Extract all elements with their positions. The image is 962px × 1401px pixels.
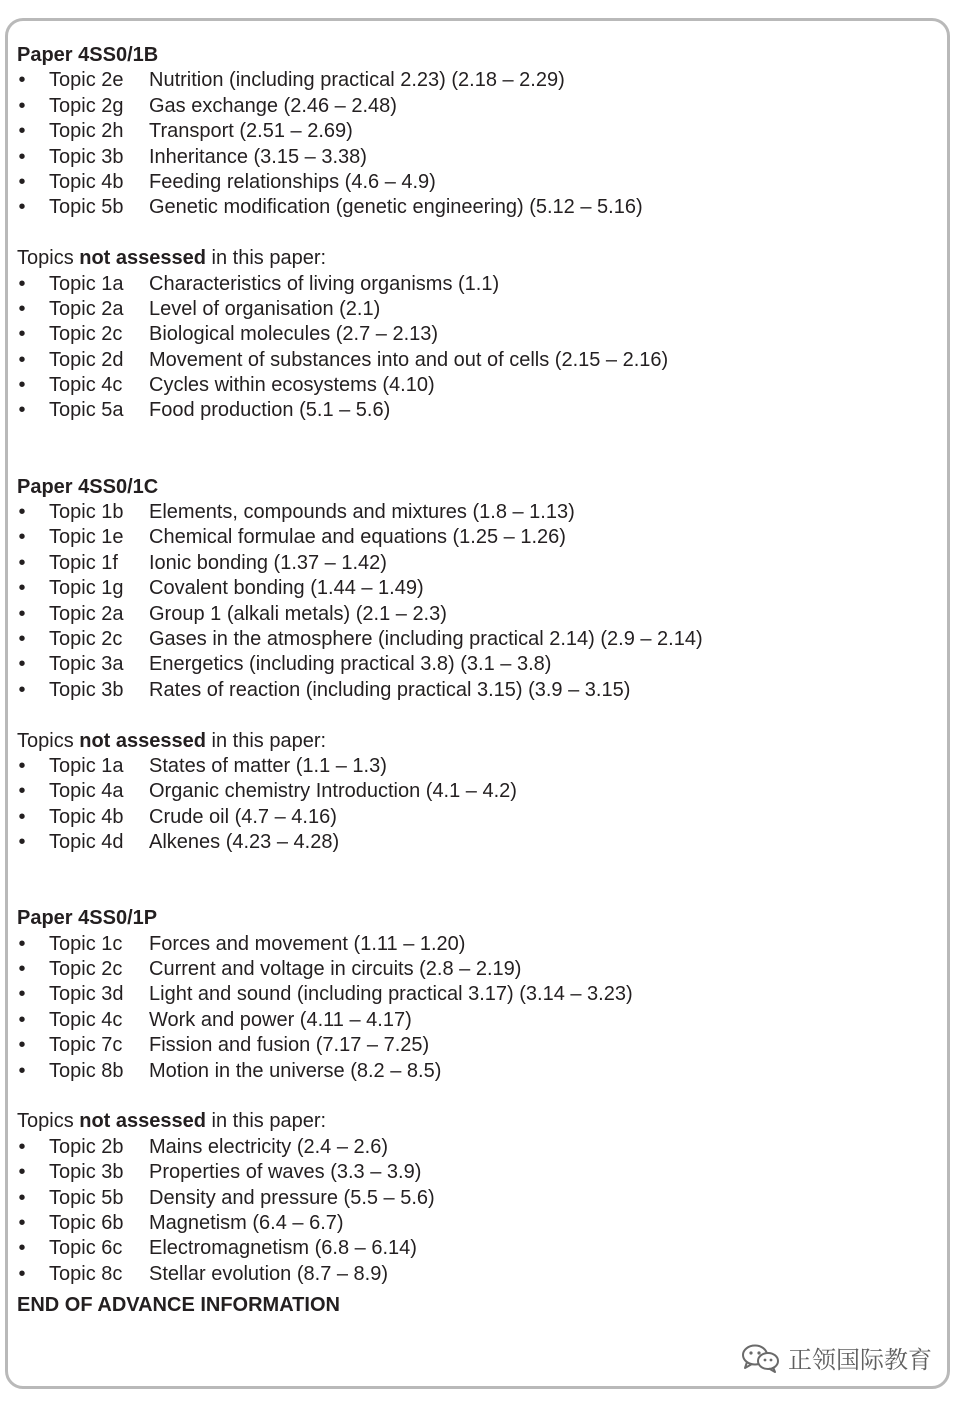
list-item [17, 830, 937, 855]
topic-description: Level of organisation (2.1) [149, 297, 381, 320]
topic-code: Topic 2g [49, 94, 124, 117]
bullet-icon: • [18, 932, 26, 955]
bullet-icon: • [18, 501, 26, 524]
topic-code: Topic 5b [49, 1186, 124, 1209]
bullet-icon: • [18, 196, 26, 219]
spacer [17, 221, 937, 246]
not-assessed-topics-list [17, 1135, 937, 1287]
topic-code: Topic 2b [49, 1135, 124, 1158]
topic-code: Topic 6b [49, 1212, 124, 1234]
topic-code: Topic 4a [49, 780, 124, 803]
topic-code: Topic 2d [49, 348, 124, 371]
assessed-topics-list [17, 932, 937, 1084]
bullet-icon: • [18, 577, 26, 600]
not-assessed-suffix: in this paper: [205, 729, 327, 752]
topic-code: Topic 1b [49, 501, 124, 524]
topic-description: Transport (2.51 – 2.69) [149, 120, 353, 143]
topic-description: Food production (5.1 – 5.6) [149, 399, 391, 422]
list-item [17, 627, 937, 652]
list-item [17, 170, 937, 195]
topic-description: Gas exchange (2.46 – 2.48) [149, 94, 397, 117]
topic-description: Fission and fusion (7.17 – 7.25) [149, 1034, 430, 1057]
topic-code: Topic 8c [49, 1262, 123, 1285]
list-item [17, 1186, 937, 1211]
bullet-icon: • [18, 120, 26, 143]
topic-description: Motion in the universe (8.2 – 8.5) [149, 1059, 442, 1082]
assessed-topics-list [17, 68, 937, 220]
section-heading: Paper 4SS0/1P [17, 907, 158, 930]
topic-code: Topic 5b [49, 196, 124, 219]
list-item [17, 1059, 937, 1084]
list-item [17, 94, 937, 119]
not-assessed-emphasis: not assessed [79, 247, 206, 270]
list-item [17, 1008, 937, 1033]
not-assessed-prefix: Topics [17, 247, 80, 270]
bullet-icon: • [18, 1135, 26, 1158]
list-item [17, 1135, 937, 1160]
list-item [17, 373, 937, 398]
bullet-icon: • [18, 526, 26, 549]
bullet-icon: • [18, 323, 26, 346]
topic-description: States of matter (1.1 – 1.3) [149, 754, 387, 777]
bullet-icon: • [18, 399, 26, 422]
watermark [740, 1340, 932, 1375]
topic-code: Topic 3d [49, 983, 124, 1006]
topic-code: Topic 1a [49, 754, 124, 777]
list-item [17, 957, 937, 982]
topic-description: Energetics (including practical 3.8) (3.1 – 3.8) [149, 653, 552, 676]
topic-description: Rates of reaction (including practical 3.15) (3.9 – 3.15) [149, 678, 631, 701]
bullet-icon: • [18, 348, 26, 371]
topic-description: Covalent bonding (1.44 – 1.49) [149, 577, 424, 600]
list-item [17, 551, 937, 576]
wechat-icon [740, 1343, 780, 1373]
topic-description: Group 1 (alkali metals) (2.1 – 2.3) [149, 602, 447, 625]
bullet-icon: • [18, 983, 26, 1006]
topic-description: Organic chemistry Introduction (4.1 – 4.2) [149, 780, 517, 803]
list-item [17, 1236, 937, 1261]
bullet-icon: • [18, 272, 26, 295]
list-item [17, 779, 937, 804]
bullet-icon: • [18, 653, 26, 676]
bullet-icon: • [18, 1034, 26, 1057]
not-assessed-topics-list [17, 754, 937, 856]
bullet-icon: • [18, 805, 26, 828]
not-assessed-emphasis: not assessed [79, 729, 206, 752]
topic-code: Topic 5a [49, 399, 124, 422]
assessed-topics-list [17, 500, 937, 703]
topic-code: Topic 2c [49, 323, 123, 346]
topic-code: Topic 4d [49, 831, 124, 854]
list-item [17, 500, 937, 525]
list-item [17, 1262, 937, 1287]
topic-code: Topic 4c [49, 1008, 123, 1031]
topic-code: Topic 3b [49, 678, 124, 701]
list-item [17, 398, 937, 423]
topic-code: Topic 7c [49, 1034, 123, 1057]
list-item [17, 145, 937, 170]
topic-code: Topic 1f [49, 551, 118, 574]
list-item [17, 754, 937, 779]
topic-code: Topic 4c [49, 374, 123, 397]
list-item [17, 1033, 937, 1058]
list-item [17, 195, 937, 220]
bullet-icon: • [18, 958, 26, 981]
topic-code: Topic 2a [49, 602, 124, 625]
list-item [17, 1211, 937, 1236]
topic-description: Stellar evolution (8.7 – 8.9) [149, 1262, 389, 1285]
topic-description: Current and voltage in circuits (2.8 – 2.19) [149, 958, 522, 981]
topic-description: Inheritance (3.15 – 3.38) [149, 145, 367, 168]
list-item [17, 119, 937, 144]
list-item [17, 322, 937, 347]
list-item [17, 297, 937, 322]
not-assessed-heading [17, 246, 937, 271]
not-assessed-prefix: Topics [17, 729, 80, 752]
topic-description: Light and sound (including practical 3.17) (3.14 – 3.23) [149, 983, 633, 1006]
topic-description: Biological molecules (2.7 – 2.13) [149, 323, 439, 346]
bullet-icon: • [18, 170, 26, 193]
bullet-icon: • [18, 1262, 26, 1285]
topic-code: Topic 6c [49, 1237, 123, 1260]
topic-description: Magnetism (6.4 – 6.7) [149, 1212, 344, 1234]
topic-description: Density and pressure (5.5 – 5.6) [149, 1186, 435, 1209]
advance-information-content [17, 43, 937, 1319]
topic-description: Nutrition (including practical 2.23) (2.18 – 2.29) [149, 69, 565, 92]
topic-description: Ionic bonding (1.37 – 1.42) [149, 551, 387, 574]
topic-code: Topic 2h [49, 120, 124, 143]
list-item [17, 678, 937, 703]
topic-description: Characteristics of living organisms (1.1) [149, 272, 500, 295]
list-item [17, 1160, 937, 1185]
bullet-icon: • [18, 297, 26, 320]
bullet-icon: • [18, 754, 26, 777]
topic-description: Elements, compounds and mixtures (1.8 – 1.13) [149, 501, 575, 524]
bullet-icon: • [18, 602, 26, 625]
list-item [17, 525, 937, 550]
spacer [17, 424, 937, 475]
topic-code: Topic 3a [49, 653, 124, 676]
topic-description: Forces and movement (1.11 – 1.20) [149, 932, 466, 955]
topic-code: Topic 3b [49, 1161, 124, 1184]
topic-description: Cycles within ecosystems (4.10) [149, 374, 435, 397]
topic-code: Topic 2c [49, 628, 123, 650]
list-item [17, 982, 937, 1007]
topic-code: Topic 3b [49, 145, 124, 168]
not-assessed-heading [17, 729, 937, 754]
end-note: END OF ADVANCE INFORMATION [17, 1294, 340, 1317]
topic-code: Topic 4b [49, 805, 124, 828]
bullet-icon: • [18, 145, 26, 168]
bullet-icon: • [18, 94, 26, 117]
bullet-icon: • [18, 678, 26, 701]
topic-description: Mains electricity (2.4 – 2.6) [149, 1135, 388, 1158]
bullet-icon: • [18, 1059, 26, 1082]
topic-code: Topic 2e [49, 69, 124, 92]
bullet-icon: • [18, 1237, 26, 1260]
list-item [17, 576, 937, 601]
list-item [17, 602, 937, 627]
topic-code: Topic 1c [49, 932, 123, 955]
topic-code: Topic 1a [49, 272, 124, 295]
not-assessed-heading [17, 1109, 937, 1134]
topic-code: Topic 1g [49, 577, 124, 600]
topic-description: Genetic modification (genetic engineering) (5.12 – 5.16) [149, 196, 643, 219]
list-item [17, 932, 937, 957]
topic-code: Topic 4b [49, 170, 124, 193]
bullet-icon: • [18, 628, 26, 650]
topic-description: Electromagnetism (6.8 – 6.14) [149, 1237, 417, 1260]
bullet-icon: • [18, 1161, 26, 1184]
not-assessed-prefix: Topics [17, 1110, 80, 1133]
bullet-icon: • [18, 1008, 26, 1031]
topic-description: Alkenes (4.23 – 4.28) [149, 831, 340, 854]
topic-code: Topic 1e [49, 526, 124, 549]
list-item [17, 652, 937, 677]
bullet-icon: • [18, 374, 26, 397]
topic-description: Crude oil (4.7 – 4.16) [149, 805, 337, 828]
topic-code: Topic 8b [49, 1059, 124, 1082]
topic-description: Work and power (4.11 – 4.17) [149, 1008, 412, 1031]
topic-code: Topic 2a [49, 297, 124, 320]
list-item [17, 68, 937, 93]
spacer [17, 856, 937, 907]
section-heading: Paper 4SS0/1B [17, 44, 159, 66]
bullet-icon: • [18, 551, 26, 574]
list-item [17, 348, 937, 373]
bullet-icon: • [18, 1186, 26, 1209]
topic-description: Properties of waves (3.3 – 3.9) [149, 1161, 422, 1184]
topic-description: Feeding relationships (4.6 – 4.9) [149, 170, 436, 193]
not-assessed-emphasis: not assessed [79, 1110, 206, 1133]
list-item [17, 805, 937, 830]
topic-description: Gases in the atmosphere (including practical 2.14) (2.9 – 2.14) [149, 628, 703, 650]
spacer [17, 1084, 937, 1109]
bullet-icon: • [18, 1212, 26, 1234]
topic-description: Movement of substances into and out of cells (2.15 – 2.16) [149, 348, 669, 371]
not-assessed-suffix: in this paper: [205, 1110, 327, 1133]
topic-code: Topic 2c [49, 958, 123, 981]
bullet-icon: • [18, 831, 26, 854]
section-heading: Paper 4SS0/1C [17, 475, 159, 498]
watermark-text: 正领国际教育 [788, 1346, 932, 1374]
spacer [17, 703, 937, 728]
not-assessed-suffix: in this paper: [205, 247, 327, 270]
not-assessed-topics-list [17, 272, 937, 424]
list-item [17, 272, 937, 297]
bullet-icon: • [18, 69, 26, 92]
bullet-icon: • [18, 780, 26, 803]
topic-description: Chemical formulae and equations (1.25 – 1.26) [149, 526, 566, 549]
